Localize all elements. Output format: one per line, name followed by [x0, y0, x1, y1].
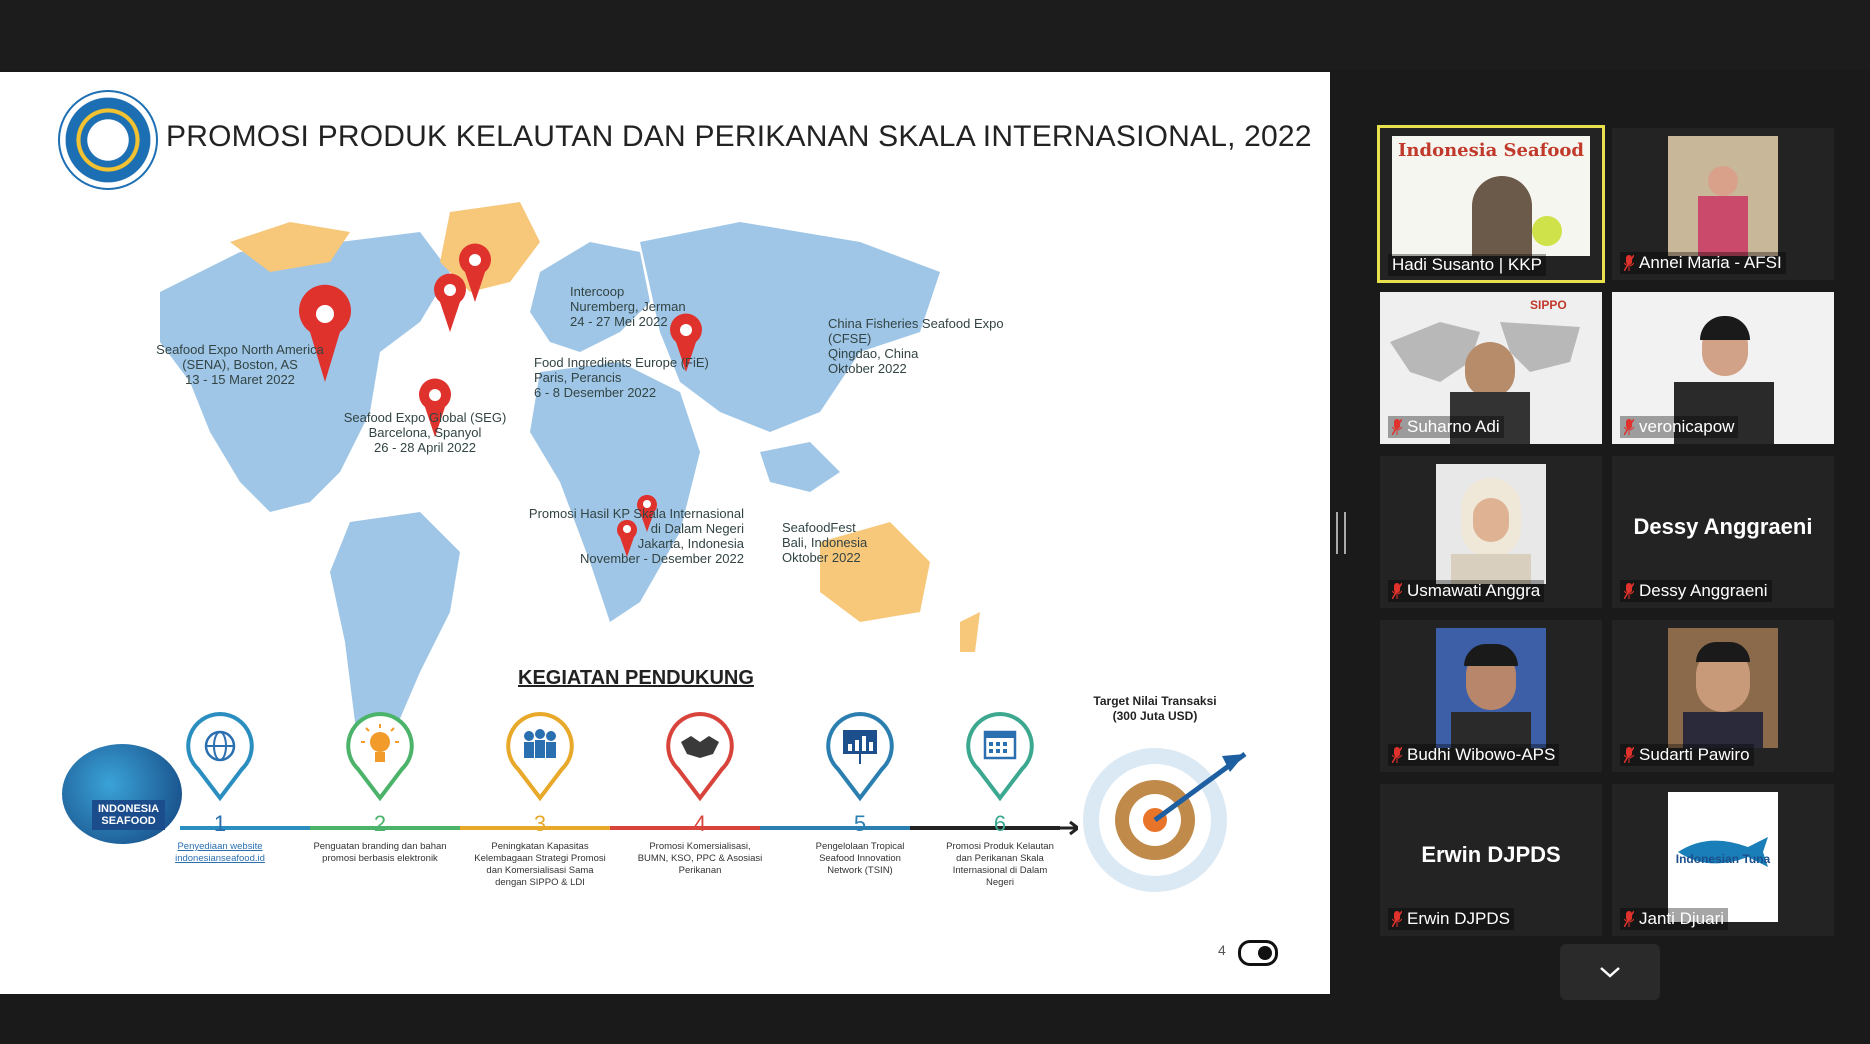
event-intercoop: Intercoop Nuremberg, Jerman 24 - 27 Mei 2022: [570, 284, 686, 329]
participant-name: Dessy Anggraeni: [1620, 580, 1772, 602]
participant-name: Usmawati Anggra: [1388, 580, 1544, 602]
participant-name: Janti Djuari: [1620, 908, 1728, 930]
participant-video: [1392, 136, 1590, 256]
participant-tile[interactable]: [1612, 292, 1834, 444]
support-step-4: [625, 712, 775, 877]
step-description: Promosi Komersialisasi, BUMN, KSO, PPC & Asosiasi Perikanan: [637, 841, 763, 876]
lightbulb-icon: [345, 712, 415, 802]
mic-muted-icon: [1624, 419, 1634, 435]
participant-video: [1668, 628, 1778, 748]
participant-tile[interactable]: [1612, 784, 1834, 936]
support-step-5: [785, 712, 935, 877]
event-sena: Seafood Expo North America (SENA), Boston, AS 13 - 15 Maret 2022: [156, 342, 324, 387]
participant-name: Budhi Wibowo-APS: [1388, 744, 1559, 766]
participant-tile[interactable]: [1380, 128, 1602, 280]
participant-tile[interactable]: [1612, 128, 1834, 280]
event-seafoodfest: SeafoodFest Bali, Indonesia Oktober 2022: [782, 520, 868, 565]
support-step-1: [145, 712, 295, 865]
map-africa: [530, 362, 700, 622]
mic-muted-icon: [1624, 255, 1634, 271]
pin-paris: [434, 274, 466, 332]
participant-name: veronicapow: [1620, 416, 1738, 438]
timeline-arrow-icon: [1058, 820, 1078, 836]
mic-muted-icon: [1392, 583, 1402, 599]
step-description: Pengelolaan Tropical Seafood Innovation Network (TSIN): [815, 841, 905, 876]
target-label: Target Nilai Transaksi (300 Juta USD): [1093, 694, 1217, 723]
participant-video: [1668, 792, 1778, 922]
presentation-icon: [825, 712, 895, 802]
map-southeast-asia: [760, 442, 840, 492]
event-fie: Food Ingredients Europe (FiE) Paris, Perancis 6 - 8 Desember 2022: [534, 355, 709, 400]
top-bar: [0, 0, 1870, 70]
support-step-3: [465, 712, 615, 889]
mic-muted-icon: [1624, 583, 1634, 599]
gallery-next-page-button[interactable]: [1560, 944, 1660, 1000]
support-step-6: [925, 712, 1075, 889]
handshake-icon: [665, 712, 735, 802]
step-number: 2: [373, 811, 387, 836]
step-number: 6: [993, 811, 1007, 836]
world-map: [120, 182, 1020, 782]
mic-muted-icon: [1392, 911, 1402, 927]
sippo-logo: SIPPO: [1530, 298, 1567, 312]
target-icon: [1080, 732, 1260, 892]
participant-tile[interactable]: [1380, 456, 1602, 608]
participant-video: [1436, 464, 1546, 584]
banner-title: Indonesia Seafood: [1398, 140, 1584, 161]
tuna-logo-text: Indonesian Tuna: [1675, 852, 1771, 866]
mic-muted-icon: [1624, 747, 1634, 763]
map-new-zealand: [960, 612, 980, 652]
participant-name: Erwin DJPDS: [1388, 908, 1514, 930]
step-number: 1: [213, 811, 227, 836]
participant-tile[interactable]: [1612, 456, 1834, 608]
chevron-down-icon: [1598, 965, 1622, 979]
event-seg: Seafood Expo Global (SEG) Barcelona, Spanyol 26 - 28 April 2022: [343, 410, 507, 455]
mic-muted-icon: [1392, 747, 1402, 763]
participant-name: Sudarti Pawiro: [1620, 744, 1754, 766]
step-number: 3: [533, 811, 547, 836]
support-step-2: [305, 712, 455, 865]
indonesia-seafood-badge-label: INDONESIA SEAFOOD: [92, 800, 165, 830]
participant-display-name: Erwin DJPDS: [1421, 842, 1561, 867]
participant-tile[interactable]: [1380, 292, 1602, 444]
step-number: 4: [693, 811, 707, 836]
people-icon: [505, 712, 575, 802]
participant-tile[interactable]: [1380, 784, 1602, 936]
slide-page-number: 4: [1218, 942, 1226, 958]
participant-name: Annei Maria - AFSI: [1620, 252, 1786, 274]
calendar-icon: [965, 712, 1035, 802]
participant-tile[interactable]: [1612, 620, 1834, 772]
participant-video: [1436, 628, 1546, 748]
participant-name: Suharno Adi: [1388, 416, 1504, 438]
event-cfse: China Fisheries Seafood Expo (CFSE) Qingdao, China Oktober 2022: [828, 316, 1004, 376]
panel-resize-handle[interactable]: [1336, 512, 1346, 554]
mic-muted-icon: [1392, 419, 1402, 435]
globe-icon: [185, 712, 255, 802]
participant-display-name: Dessy Anggraeni: [1633, 514, 1813, 539]
support-section-title: KEGIATAN PENDUKUNG: [518, 667, 754, 689]
step-description: Peningkatan Kapasitas Kelembagaan Strategi Promosi dan Komersialisasi Sama dengan SIPPO & LDI: [474, 841, 606, 888]
participant-tile[interactable]: [1380, 620, 1602, 772]
slide-title: PROMOSI PRODUK KELAUTAN DAN PERIKANAN SKALA INTERNASIONAL, 2022: [166, 120, 1312, 153]
step-description: Penyediaan website indonesianseafood.id: [175, 841, 265, 864]
shared-slide: [0, 72, 1330, 994]
slide-toggle[interactable]: [1238, 940, 1278, 966]
mic-muted-icon: [1624, 911, 1634, 927]
step-description: Promosi Produk Kelautan dan Perikanan Skala Internasional di Dalam Negeri: [946, 841, 1054, 888]
participant-video: [1668, 136, 1778, 256]
step-number: 5: [853, 811, 867, 836]
participant-name: Hadi Susanto | KKP: [1388, 254, 1546, 276]
kkp-logo: [58, 90, 158, 190]
step-description: Penguatan branding dan bahan promosi berbasis elektronik: [313, 841, 447, 864]
event-jakarta: Promosi Hasil KP Skala Internasional di Dalam Negeri Jakarta, Indonesia November - Desember 2022: [528, 506, 744, 566]
